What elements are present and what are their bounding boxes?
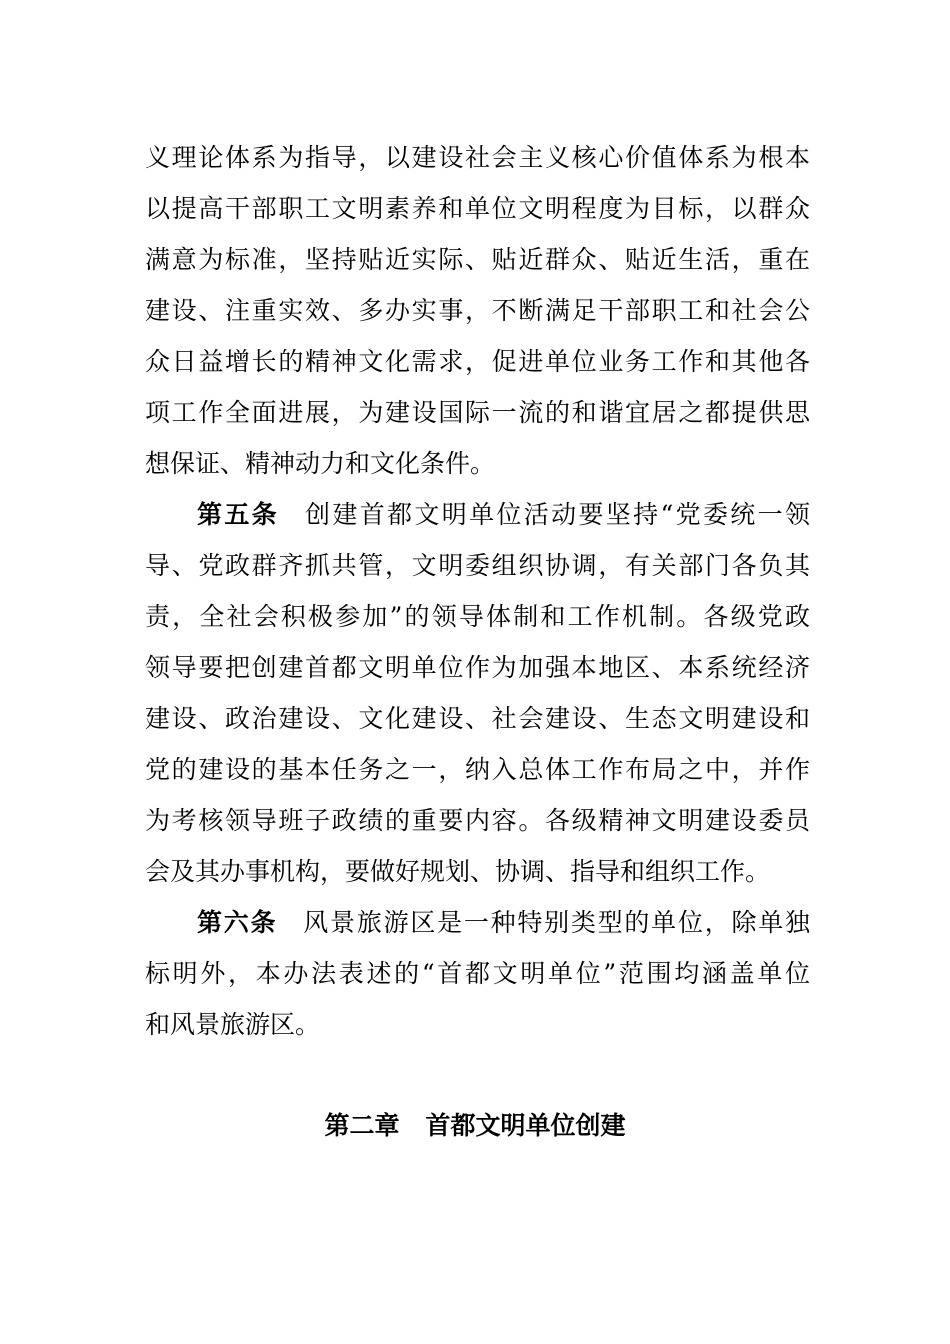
paragraph-line: 众日益增长的精神文化需求，促进单位业务工作和其他各 [145,347,810,376]
article-first-line [145,489,810,540]
article-6 [145,897,810,1050]
article-line: 会及其办事机构，要做好规划、协调、指导和组织工作。 [145,857,771,886]
article-first-line [145,897,810,948]
article-line: 党的建设的基本任务之一，纳入总体工作布局之中，并作 [145,755,810,784]
article-label: 第五条 [197,500,280,529]
chapter-heading [0,1100,950,1151]
article-line: 领导要把创建首都文明单位作为加强本地区、本系统经济 [145,653,810,682]
article-text: 创建首都文明单位活动要坚持“党委统一领 [305,500,810,529]
article-5 [145,489,810,897]
article-line: 标明外，本办法表述的“首都文明单位”范围均涵盖单位 [145,959,810,988]
chapter-number: 第二章 [324,1111,400,1140]
article-text: 风景旅游区是一种特别类型的单位，除单独 [303,908,810,937]
paragraph-line: 建设、注重实效、多办实事，不断满足干部职工和社会公 [145,296,810,325]
article-line: 责，全社会积极参加”的领导体制和工作机制。各级党政 [145,602,810,631]
article-line: 和风景旅游区。 [145,1010,321,1039]
article-line: 导、党政群齐抓共管，文明委组织协调，有关部门各负其 [145,551,810,580]
chapter-title: 首都文明单位创建 [425,1111,626,1140]
paragraph-line: 想保证、精神动力和文化条件。 [145,449,496,478]
paragraph-line: 以提高干部职工文明素养和单位文明程度为目标，以群众 [145,194,810,223]
paragraph-line: 义理论体系为指导，以建设社会主义核心价值体系为根本 [145,143,810,172]
article-line: 为考核领导班子政绩的重要内容。各级精神文明建设委员 [145,806,810,835]
paragraph-line: 项工作全面进展，为建设国际一流的和谐宜居之都提供思 [145,398,810,427]
article-line: 建设、政治建设、文化建设、社会建设、生态文明建设和 [145,704,810,733]
paragraph-continued [145,132,810,489]
article-label: 第六条 [197,908,278,937]
paragraph-line: 满意为标准，坚持贴近实际、贴近群众、贴近生活，重在 [145,245,810,274]
